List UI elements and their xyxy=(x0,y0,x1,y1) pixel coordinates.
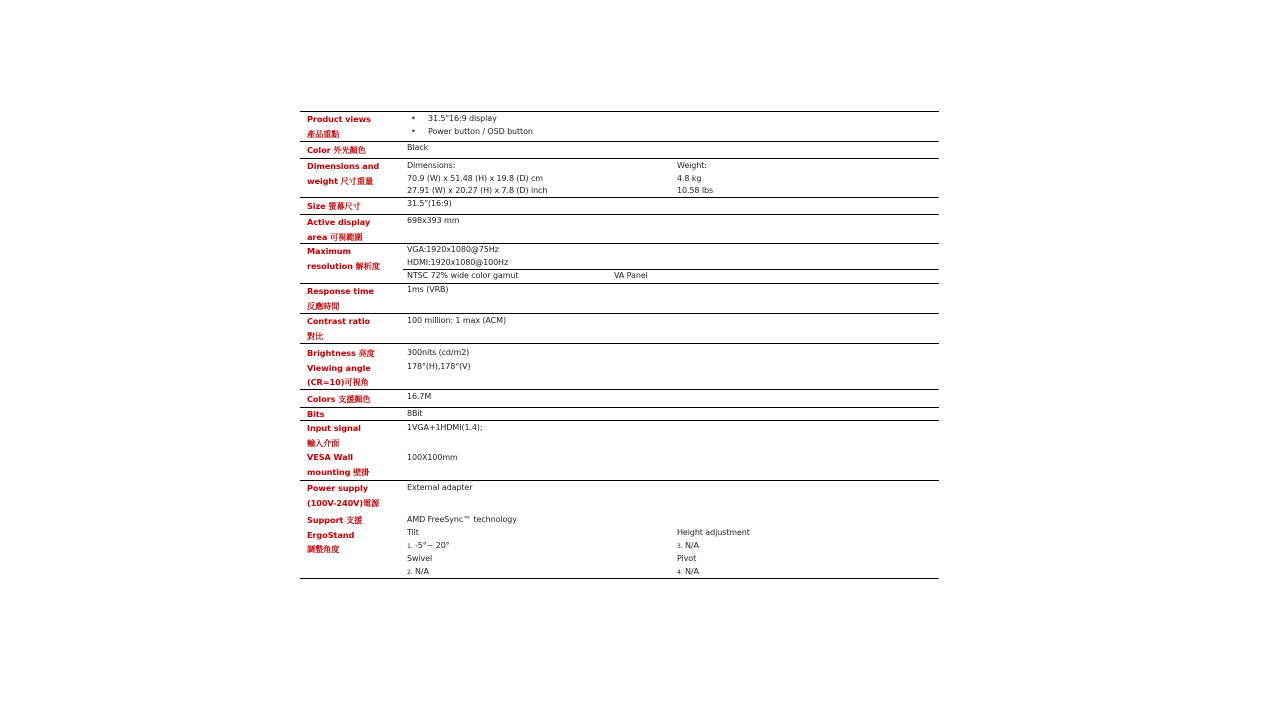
ergostand-label-en: ErgoStand xyxy=(307,529,355,540)
row-brightness-viewing-angle xyxy=(300,343,939,389)
brightness-label: Brightness 亮度 xyxy=(307,348,375,358)
label-zh: 產品重點 xyxy=(307,128,340,139)
weight-value xyxy=(677,159,713,198)
height-label: Height adjustment xyxy=(677,528,750,537)
ergostand-label-zh: 調整角度 xyxy=(307,544,340,554)
row-colors xyxy=(300,389,939,407)
row-label: Colors 支援顏色 xyxy=(307,394,371,404)
support-value: AMD FreeSync™ technology xyxy=(407,515,517,524)
vesa-label-en: VESA Wall xyxy=(307,452,353,462)
bullet-item: • Power button / OSD button xyxy=(407,126,533,139)
row-label xyxy=(307,284,374,313)
swivel-na: N/A xyxy=(414,566,429,576)
row-value: 16.7M xyxy=(407,392,432,401)
row-input-signal-vesa xyxy=(300,420,939,480)
height-value xyxy=(677,540,750,554)
label-en: Dimensions and xyxy=(307,161,380,171)
row-label xyxy=(307,346,375,390)
vesa-value: 100X100mm xyxy=(407,453,458,462)
label-en: Response time xyxy=(307,286,374,296)
row-label xyxy=(307,481,379,557)
viewing-label-zh: (CR=10)可視角 xyxy=(307,377,369,387)
row-value xyxy=(407,344,471,374)
vga-resolution: VGA:1920x1080@75Hz xyxy=(407,245,499,254)
dim-header: Dimensions: xyxy=(407,161,456,170)
height-na: N/A xyxy=(684,540,699,550)
pivot-label: Pivot xyxy=(677,554,697,563)
row-value: 100 million: 1 max (ACM) xyxy=(407,316,506,325)
viewing-angle-value: 178°(H),178°(V) xyxy=(407,362,471,371)
row-response-time xyxy=(300,283,939,313)
label-en: Active display xyxy=(307,217,371,227)
label-en: Product views xyxy=(307,114,371,124)
tilt-number: 1. xyxy=(407,542,413,550)
support-label: Support 支援 xyxy=(307,515,363,525)
ergostand-right xyxy=(677,527,750,579)
label-zh: weight 尺寸重量 xyxy=(307,175,374,186)
swivel-number: 2. xyxy=(407,568,413,576)
row-label xyxy=(307,314,370,343)
vesa-label-zh: mounting 壁掛 xyxy=(307,466,370,477)
dim-inch: 27.91 (W) x 20.27 (H) x 7.8 (D) inch xyxy=(407,186,548,195)
pivot-na: N/A xyxy=(684,566,699,576)
label-en: Maximum xyxy=(307,246,351,256)
row-size xyxy=(300,197,939,214)
tilt-range: -5°~ 20° xyxy=(414,540,450,550)
viewing-label-en: Viewing angle xyxy=(307,362,371,373)
row-max-resolution xyxy=(300,243,939,283)
swivel-label: Swivel xyxy=(407,554,433,563)
label-zh: area 可視範圍 xyxy=(307,231,363,242)
row-value: 31.5"(16:9) xyxy=(407,199,452,208)
ergostand-left xyxy=(407,513,517,579)
row-value: Black xyxy=(407,143,429,152)
swivel-value xyxy=(407,566,517,580)
gamut-value: NTSC 72% wide color gamut xyxy=(407,271,519,280)
row-label xyxy=(307,215,370,244)
row-value: 8Bit xyxy=(407,409,423,418)
power-label-en: Power supply xyxy=(307,483,368,493)
row-label xyxy=(307,421,369,479)
row-label: Bits xyxy=(307,409,325,419)
tilt-label: Tilt xyxy=(407,528,419,537)
input-label-en: Input signal xyxy=(307,423,361,433)
row-label xyxy=(307,159,379,188)
row-power-support-ergostand xyxy=(300,480,939,579)
row-active-display-area xyxy=(300,214,939,243)
pivot-number: 4. xyxy=(677,568,683,576)
resolution-values xyxy=(407,244,508,269)
hdmi-resolution: HDMI:1920x1080@100Hz xyxy=(407,257,509,267)
pivot-value xyxy=(677,566,750,580)
weight-header: Weight: xyxy=(677,161,707,170)
height-number: 3. xyxy=(677,542,683,550)
weight-lbs: 10.58 lbs xyxy=(677,186,714,195)
row-value xyxy=(407,113,533,138)
row-label: Color 外光顏色 xyxy=(307,145,366,155)
panel-value: VA Panel xyxy=(614,271,648,280)
bullet-item: • 31.5"16:9 display xyxy=(407,113,533,126)
row-product-views xyxy=(300,111,939,141)
power-label-zh: (100V-240V)電源 xyxy=(307,497,380,508)
label-zh: 對比 xyxy=(307,330,324,341)
label-zh: 反應時間 xyxy=(307,300,340,311)
dimensions-value xyxy=(407,159,547,198)
input-label-zh: 輸入介面 xyxy=(307,437,340,448)
dim-cm: 70.9 (W) x 51.48 (H) x 19.8 (D) cm xyxy=(407,173,543,183)
row-label: Size 螢幕尺寸 xyxy=(307,201,361,211)
brightness-value: 300nits (cd/m2) xyxy=(407,348,470,357)
row-bits xyxy=(300,407,939,420)
spec-table xyxy=(300,111,939,579)
row-dimensions-weight xyxy=(300,158,939,197)
row-label xyxy=(307,112,371,141)
label-en: Contrast ratio xyxy=(307,316,371,326)
row-value: 698x393 mm xyxy=(407,216,460,225)
row-label xyxy=(307,244,380,273)
tilt-value xyxy=(407,540,517,554)
input-signal-value: 1VGA+1HDMI(1.4); xyxy=(407,423,483,432)
label-zh: resolution 解析度 xyxy=(307,260,380,271)
row-color xyxy=(300,141,939,158)
row-contrast-ratio xyxy=(300,313,939,343)
row-value: 1ms (VRB) xyxy=(407,285,449,294)
power-value: External adapter xyxy=(407,483,473,492)
weight-kg: 4.8 kg xyxy=(677,173,702,183)
